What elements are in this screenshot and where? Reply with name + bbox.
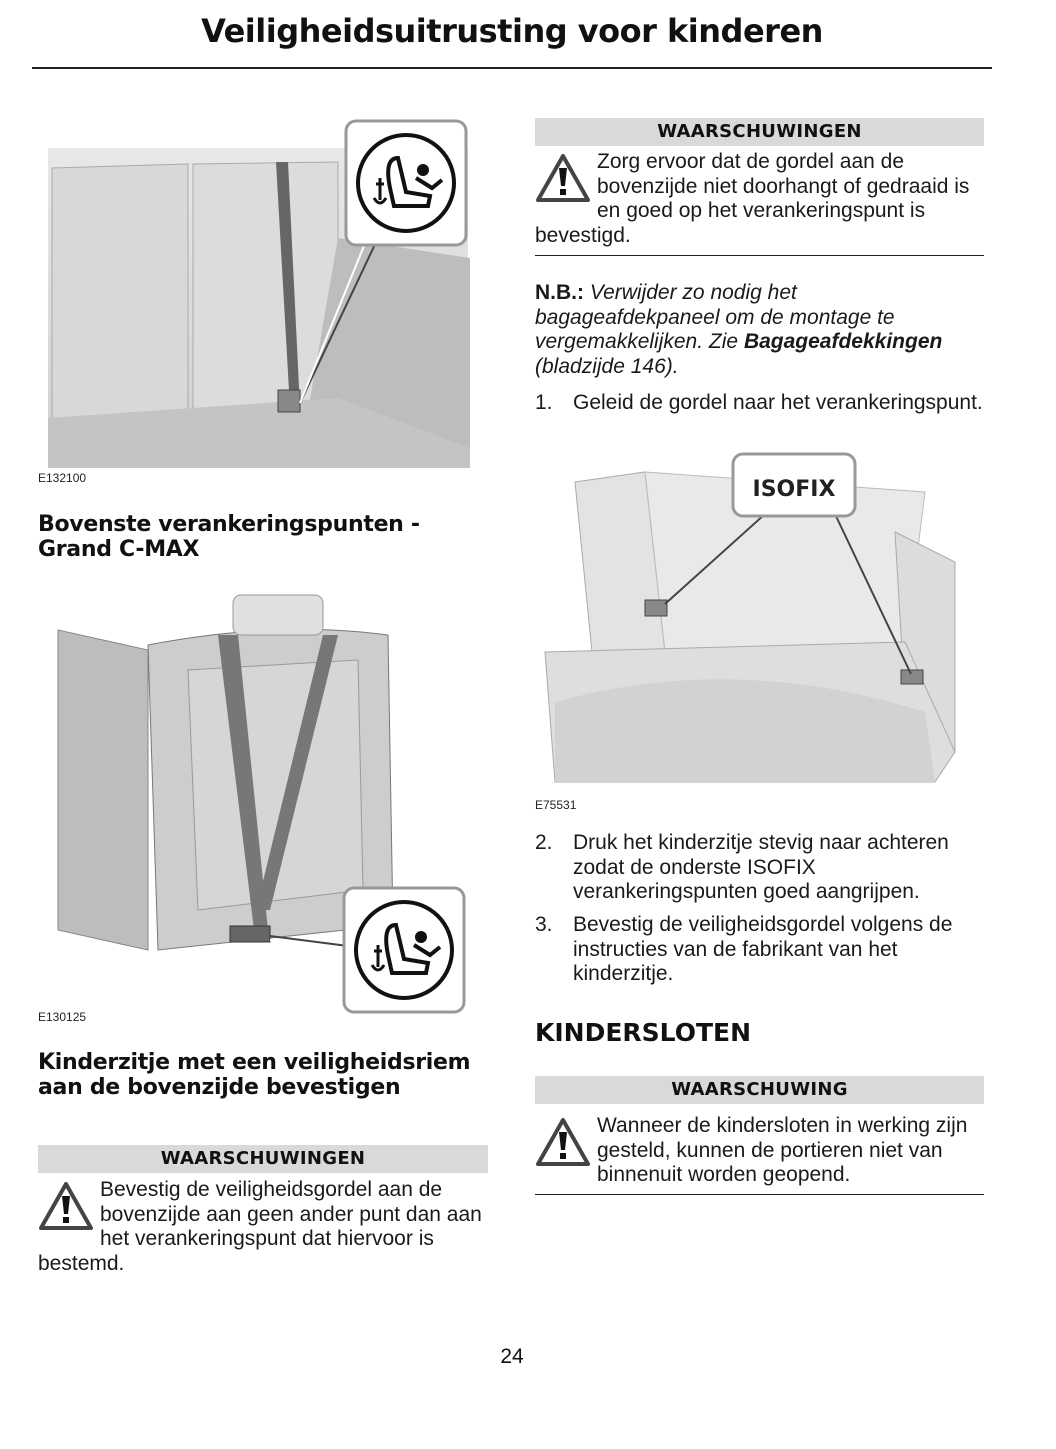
isofix-seat-illustration bbox=[535, 452, 967, 797]
step-text: Bevestig de veiligheidsgordel volgens de instructies van de fabrikant van het kinderzitje. bbox=[573, 913, 953, 985]
list-item bbox=[535, 391, 987, 441]
child-seat-anchor-icon bbox=[356, 902, 452, 998]
warning-divider bbox=[535, 1194, 984, 1195]
list-item bbox=[535, 913, 987, 988]
figure-code: E132100 bbox=[38, 471, 87, 485]
warning-title: WAARSCHUWINGEN bbox=[38, 1145, 488, 1173]
warning-text-block bbox=[535, 1114, 987, 1188]
page-title: Veiligheidsuitrusting voor kinderen bbox=[201, 12, 823, 50]
warning-divider bbox=[535, 255, 984, 256]
note-text: Verwijder zo nodig het bagageafdekpaneel om de montage te vergemakkelijken. Zie bbox=[535, 281, 895, 353]
note-page-ref: (bladzijde 146). bbox=[535, 354, 679, 378]
step-number: 3. bbox=[535, 913, 553, 936]
warning-text: Bevestig de veiligheidsgordel aan de bovenzijde aan geen ander punt dan aan het verankeringspunt dat hiervoor is bestemd. bbox=[38, 1178, 482, 1275]
seat-back-illustration bbox=[38, 590, 470, 1018]
figure-isofix bbox=[535, 452, 967, 797]
note-paragraph bbox=[535, 281, 987, 379]
list-item bbox=[535, 831, 987, 906]
heading-child-locks: KINDERSLOTEN bbox=[535, 1018, 752, 1047]
warning-text-block bbox=[38, 1178, 490, 1276]
page-number: 24 bbox=[500, 1345, 524, 1368]
warning-text-block bbox=[535, 150, 987, 248]
isofix-label: ISOFIX bbox=[752, 477, 836, 502]
warning-triangle-icon bbox=[535, 152, 591, 204]
title-divider bbox=[32, 67, 992, 69]
figure-seat-back-tether bbox=[38, 590, 470, 1018]
warning-triangle-icon bbox=[38, 1180, 94, 1232]
step-text: Geleid de gordel naar het verankeringspunt. bbox=[573, 391, 983, 414]
figure-code: E130125 bbox=[38, 1010, 87, 1024]
child-seat-anchor-icon bbox=[358, 135, 454, 231]
figure-rear-seat-anchor bbox=[38, 118, 470, 468]
rear-seat-illustration bbox=[38, 118, 470, 468]
warning-text: Zorg ervoor dat de gordel aan de bovenzijde niet doorhangt of gedraaid is en goed op het verankeringspunt is bevestigd. bbox=[535, 150, 970, 247]
warning-text: Wanneer de kindersloten in werking zijn gesteld, kunnen de portieren niet van binnenuit worden geopend. bbox=[597, 1114, 968, 1186]
warning-triangle-icon bbox=[535, 1116, 591, 1168]
heading-tether-attach: Kinderzitje met een veiligheidsriem aan de bovenzijde bevestigen bbox=[38, 1050, 471, 1100]
warning-title: WAARSCHUWING bbox=[535, 1076, 984, 1104]
figure-code: E75531 bbox=[535, 798, 577, 812]
step-number: 1. bbox=[535, 391, 553, 414]
heading-top-anchorage: Bovenste verankeringspunten - Grand C-MAX bbox=[38, 512, 420, 562]
note-label: N.B.: bbox=[535, 281, 584, 304]
warning-title: WAARSCHUWINGEN bbox=[535, 118, 984, 146]
step-number: 2. bbox=[535, 831, 553, 854]
step-text: Druk het kinderzitje stevig naar achteren zodat de onderste ISOFIX verankeringspunten goed aangrijpen. bbox=[573, 831, 949, 903]
link-luggage-covers[interactable]: Bagageafdekkingen bbox=[743, 330, 943, 353]
